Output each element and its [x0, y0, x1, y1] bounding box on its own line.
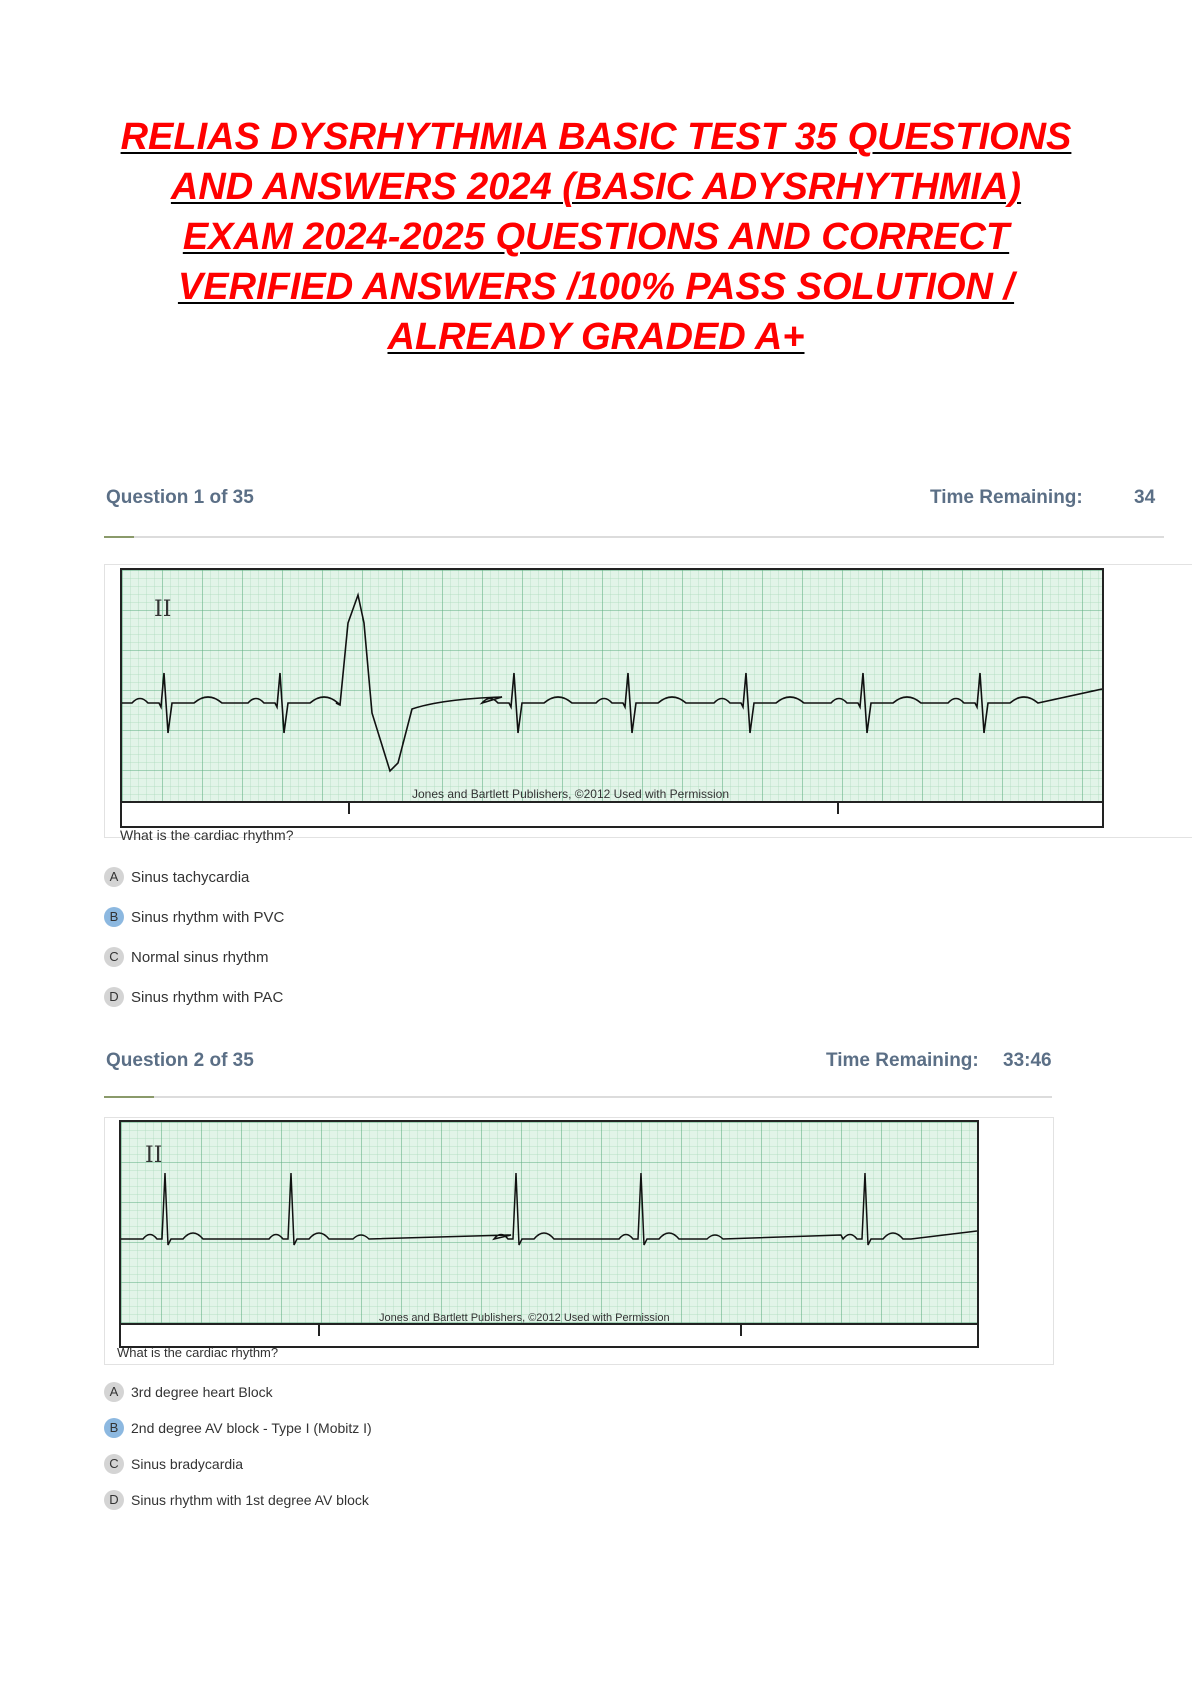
question-prompt: What is the cardiac rhythm? [120, 827, 294, 843]
document-title [60, 112, 1132, 362]
ecg-strip [119, 1120, 979, 1348]
answer-option-a[interactable] [104, 857, 284, 897]
lead-label: II [154, 597, 172, 622]
question-header [104, 1050, 1054, 1090]
answer-list [104, 1374, 372, 1518]
answer-letter: D [104, 1490, 124, 1510]
answer-text: Sinus rhythm with PAC [131, 988, 284, 1006]
title-line: EXAM 2024-2025 QUESTIONS AND CORRECT [182, 216, 1010, 258]
title-line: VERIFIED ANSWERS /100% PASS SOLUTION / [177, 266, 1015, 308]
time-remaining-value: 34 [1134, 487, 1156, 508]
strip-credit: Jones and Bartlett Publishers, ©2012 Used with Permission [379, 1312, 670, 1324]
answer-text: Sinus bradycardia [131, 1456, 244, 1472]
title-line: AND ANSWERS 2024 (BASIC ADYSRHYTHMIA) [170, 166, 1022, 208]
answer-text: Sinus tachycardia [131, 868, 250, 886]
question-1-block [104, 487, 1192, 1017]
answer-text: 3rd degree heart Block [131, 1384, 273, 1400]
answer-option-d[interactable] [104, 1482, 372, 1518]
answer-option-c[interactable] [104, 937, 284, 977]
strip-credit: Jones and Bartlett Publishers, ©2012 Used with Permission [412, 787, 729, 801]
header-divider [104, 1096, 1052, 1098]
answer-text: Sinus rhythm with PVC [131, 908, 285, 926]
lead-label: II [145, 1143, 163, 1168]
time-remaining-value: 33:46 [1003, 1050, 1052, 1071]
question-2-block [104, 1050, 1054, 1520]
answer-letter: C [104, 947, 124, 967]
answer-option-c[interactable] [104, 1446, 372, 1482]
answer-option-b[interactable] [104, 1410, 372, 1446]
title-line: ALREADY GRADED A+ [387, 316, 805, 358]
answer-letter: A [104, 1382, 124, 1402]
ecg-strip-image [122, 570, 1102, 826]
answer-option-d[interactable] [104, 977, 284, 1017]
answer-letter-selected: B [104, 907, 124, 927]
answer-option-a[interactable] [104, 1374, 372, 1410]
header-divider [104, 536, 1164, 538]
ecg-strip [120, 568, 1104, 828]
answer-letter: C [104, 1454, 124, 1474]
answer-text: Normal sinus rhythm [131, 948, 269, 966]
answer-letter: D [104, 987, 124, 1007]
answer-text: Sinus rhythm with 1st degree AV block [131, 1492, 369, 1508]
question-header [104, 487, 1192, 527]
question-number: Question 1 of 35 [106, 487, 254, 508]
question-prompt: What is the cardiac rhythm? [117, 1345, 279, 1360]
ecg-strip-image [121, 1122, 977, 1346]
question-number: Question 2 of 35 [106, 1050, 254, 1071]
answer-letter: A [104, 867, 124, 887]
answer-letter-selected: B [104, 1418, 124, 1438]
answer-option-b[interactable] [104, 897, 284, 937]
question-panel [104, 564, 1192, 843]
title-line: RELIAS DYSRHYTHMIA BASIC TEST 35 QUESTIONS [120, 116, 1072, 158]
question-panel [104, 1117, 1054, 1365]
answer-list [104, 857, 284, 1017]
answer-text: 2nd degree AV block - Type I (Mobitz I) [131, 1420, 372, 1436]
time-remaining-label: Time Remaining: [930, 487, 1083, 508]
time-remaining-label: Time Remaining: [826, 1050, 979, 1071]
